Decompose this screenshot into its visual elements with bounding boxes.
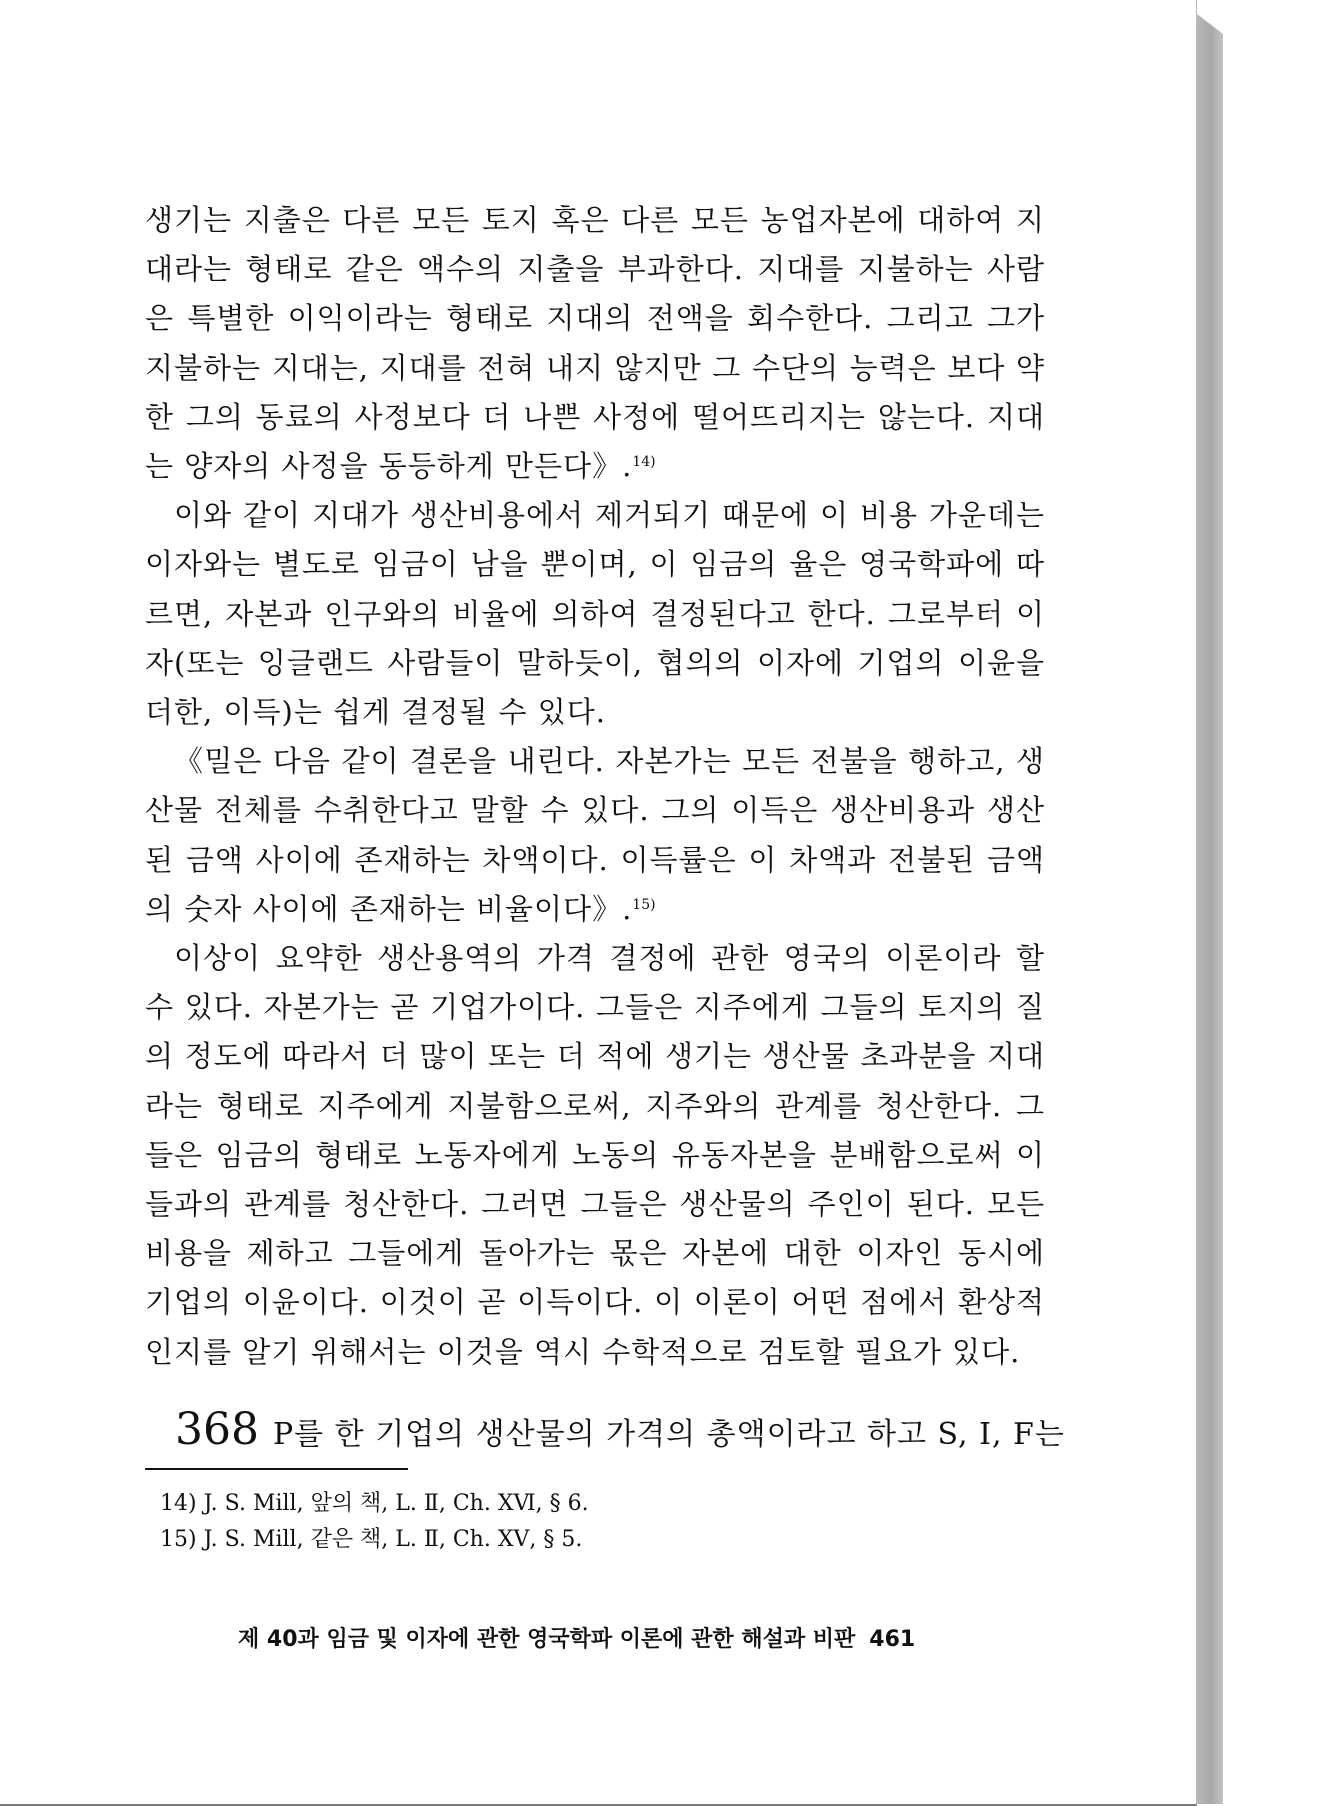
paragraph-1 [145,196,1045,491]
body-text [145,196,1045,1377]
chapter-title: 제 40과 임금 및 이자에 관한 영국학파 이론에 관한 해설과 비판 [238,1627,856,1652]
numbered-paragraph-368 [175,1400,1065,1465]
page-number: 461 [869,1627,916,1652]
section-number: 368 [175,1404,259,1455]
paragraph-2-text: 이와 같이 지대가 생산비용에서 제거되기 때문에 이 비용 가운데는 이자와는 별도로 임금이 남을 뿐이며, 이 임금의 율은 영국학파에 따르면, 자본과 인구와의 비율에 의하여 결정된다고 한다. 그로부터 이자(또는 잉글랜드 사람들이 말하듯이, 협의의 이자에 기업의 이윤을 더한, 이득)는 쉽게 결정될 수 있다. [145,498,1045,730]
paragraph-1-text: 생기는 지출은 다른 모든 토지 혹은 다른 모든 농업자본에 대하여 지대라는 형태로 같은 액수의 지출을 부과한다. 지대를 지불하는 사람은 특별한 이익이라는 형태로 지대의 전액을 회수한다. 그리고 그가 지불하는 지대는, 지대를 전혀 내지 않지만 그 수단의 능력은 보다 약한 그의 동료의 사정보다 더 나쁜 사정에 떨어뜨리지는 않는다. 지대는 양자의 사정을 동등하게 만든다》. [145,203,1045,484]
paragraph-3 [145,737,1045,934]
footnote-15: 15) J. S. Mill, 같은 책, L. Ⅱ, Ch. ⅩⅤ, § 5. [160,1527,583,1552]
footnote-ref-14: 14) [632,454,656,471]
paragraph-2 [145,491,1045,737]
paragraph-4 [145,934,1045,1377]
paragraph-3-text: 《밀은 다음 같이 결론을 내린다. 자본가는 모든 전불을 행하고, 생산물 전체를 수취한다고 말할 수 있다. 그의 이득은 생산비용과 생산된 금액 사이에 존재하는 차액이다. 이득률은 이 차액과 전불된 금액의 숫자 사이에 존재하는 비율이다》. [145,744,1045,926]
footnote-14: 14) J. S. Mill, 앞의 책, L. Ⅱ, Ch. ⅩⅥ, § 6. [160,1491,589,1516]
section-text: P를 한 기업의 생산물의 가격의 총액이라고 하고 S, I, F는 [272,1417,1065,1452]
footnote-ref-15: 15) [632,896,656,913]
footnote-divider [145,1468,408,1470]
footnotes [160,1486,589,1558]
page-edge-shadow [1197,14,1223,1804]
running-footer [238,1622,1048,1658]
paragraph-4-text: 이상이 요약한 생산용역의 가격 결정에 관한 영국의 이론이라 할 수 있다. 자본가는 곧 기업가이다. 그들은 지주에게 그들의 토지의 질의 정도에 따라서 더 많이 또는 더 적에 생기는 생산물 초과분을 지대라는 형태로 지주에게 지불함으로써, 지주와의 관계를 청산한다. 그들은 임금의 형태로 노동자에게 노동의 유동자본을 분배함으로써 이들과의 관계를 청산한다. 그러면 그들은 생산물의 주인이 된다. 모든 비용을 제하고 그들에게 돌아가는 몫은 자본에 대한 이자인 동시에 기업의 이윤이다. 이것이 곧 이득이다. 이 이론이 어떤 점에서 환상적인지를 알기 위해서는 이것을 역시 수학적으로 검토할 필요가 있다. [145,941,1045,1369]
